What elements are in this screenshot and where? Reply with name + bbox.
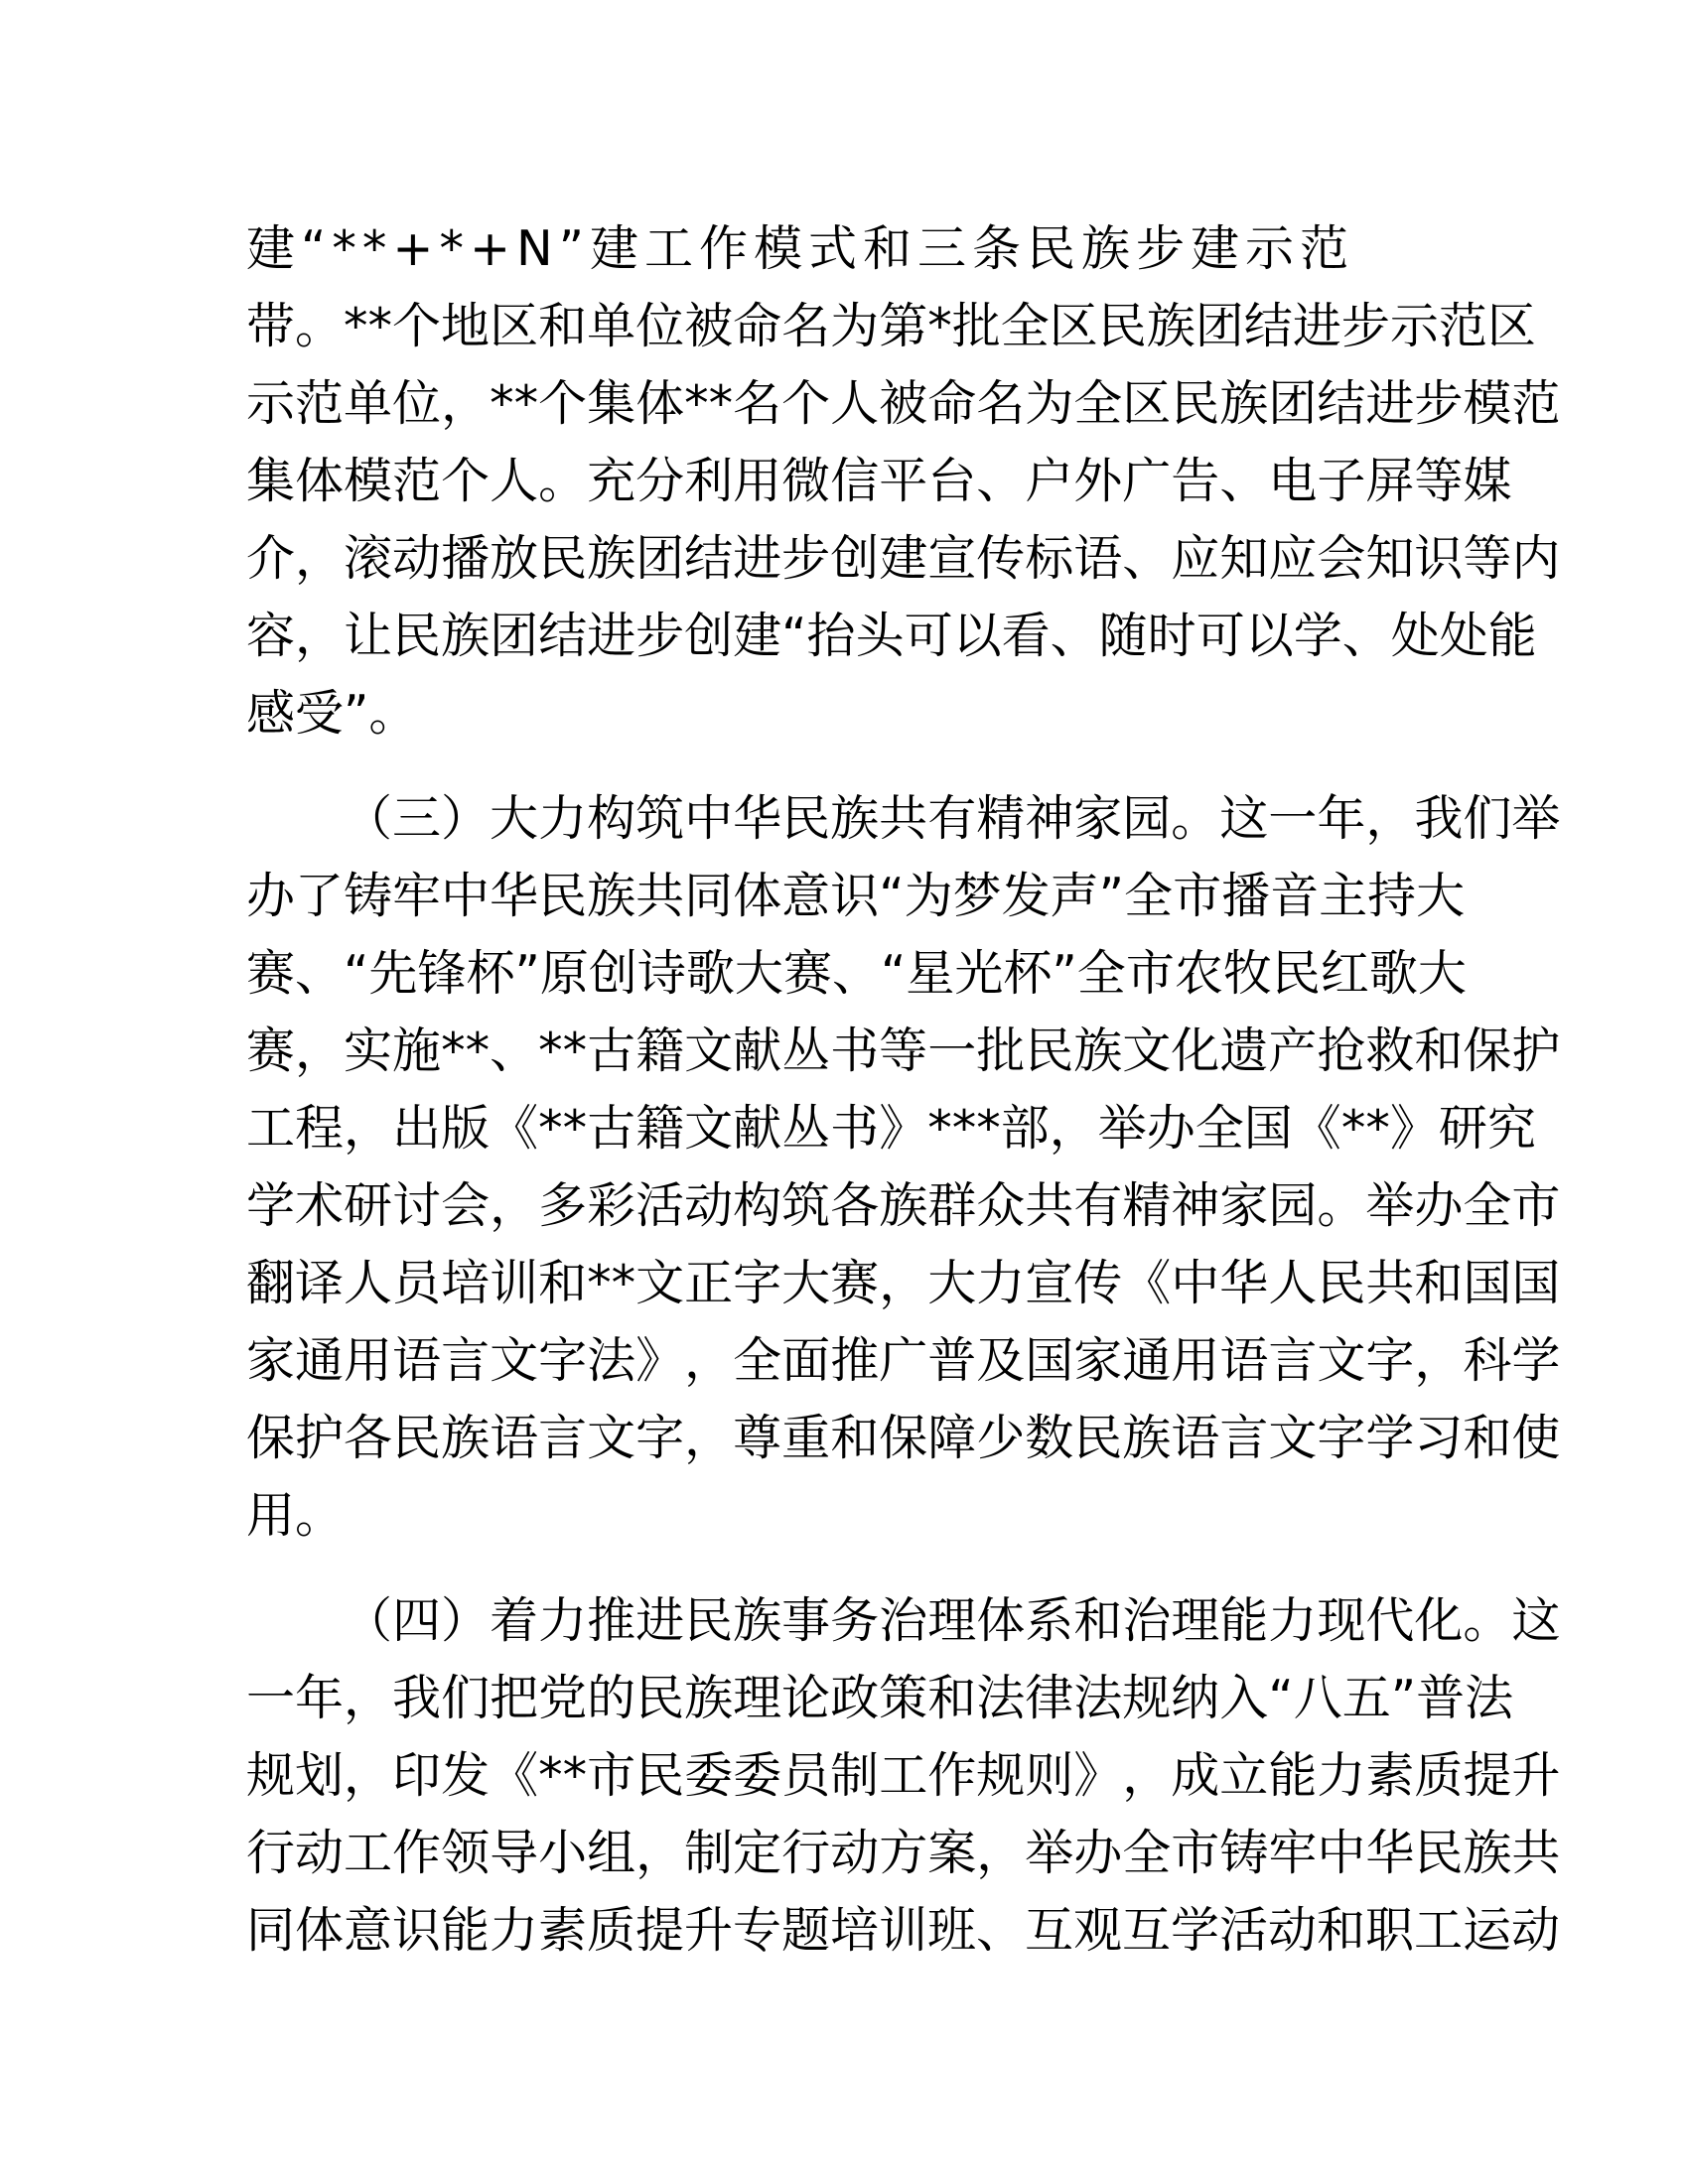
text-line: （ 四 ） 着 力 推 进 民 族 事 务 治 理 体 系 和 治 理 能 力 现 代 化 。 这 <box>344 1592 1561 1649</box>
body-text <box>246 210 1561 1970</box>
text-line: （ 三 ） 大 力 构 筑 中 华 民 族 共 有 精 神 家 园 。 这 一 年 ， 我 们 举 <box>344 790 1561 847</box>
text-line: 规 划 ， 印 发 《 * * 市 民 委 委 员 制 工 作 规 则 》 ， 成 立 能 力 素 质 提 升 <box>246 1747 1561 1804</box>
text-line: 一 年 ， 我 们 把 党 的 民 族 理 论 政 策 和 法 律 法 规 纳 入 “ 八 五 ” 普 法 <box>246 1670 1514 1726</box>
text-line: 集 体 模 范 个 人 。 充 分 利 用 微 信 平 台 、 户 外 广 告 、 电 子 屏 等 媒 <box>246 453 1512 509</box>
text-line: 带 。 * * 个 地 区 和 单 位 被 命 名 为 第 * 批 全 区 民 族 团 结 进 步 示 范 区 <box>246 298 1536 354</box>
paragraph <box>246 780 1561 1555</box>
text-line: 感受”。 <box>246 685 418 742</box>
text-line: 办 了 铸 牢 中 华 民 族 共 同 体 意 识 “ 为 梦 发 声 ” 全 市 播 音 主 持 大 <box>246 868 1466 924</box>
text-line: 家 通 用 语 言 文 字 法 》 ， 全 面 推 广 普 及 国 家 通 用 语 言 文 字 ， 科 学 <box>246 1332 1561 1389</box>
text-line: 赛 、 “ 先 锋 杯 ” 原 创 诗 歌 大 赛 、 “ 星 光 杯 ” 全 市 农 牧 民 红 歌 大 <box>246 945 1467 1002</box>
paragraph <box>246 210 1561 752</box>
text-line: 示 范 单 位 ， * * 个 集 体 * * 名 个 人 被 命 名 为 全 区 民 族 团 结 进 步 模 范 <box>246 375 1561 432</box>
text-line: 介 ， 滚 动 播 放 民 族 团 结 进 步 创 建 宣 传 标 语 、 应 知 应 会 知 识 等 内 <box>246 530 1561 587</box>
text-line: 工 程 ， 出 版 《 * * 古 籍 文 献 丛 书 》 * * * 部 ， 举 办 全 国 《 * * 》 研 究 <box>246 1100 1536 1157</box>
paragraph-gap <box>246 752 1438 780</box>
text-line: 建“**+*+N”建工作模式和三条民族步建示范 <box>246 220 1355 277</box>
text-line: 保 护 各 民 族 语 言 文 字 ， 尊 重 和 保 障 少 数 民 族 语 言 文 字 学 习 和 使 <box>246 1410 1561 1466</box>
text-line: 同体意识能力素质提升专题培训班、互观互学活动和职工运动 <box>246 1902 1561 1959</box>
text-line: 容 ， 让 民 族 团 结 进 步 创 建 “ 抬 头 可 以 看 、 随 时 可 以 学 、 处 处 能 <box>246 608 1537 664</box>
text-line: 学 术 研 讨 会 ， 多 彩 活 动 构 筑 各 族 群 众 共 有 精 神 家 园 。 举 办 全 市 <box>246 1177 1561 1234</box>
text-line: 翻 译 人 员 培 训 和 * * 文 正 字 大 赛 ， 大 力 宣 传 《 中 华 人 民 共 和 国 国 <box>246 1255 1561 1311</box>
text-line: 用。 <box>246 1487 345 1544</box>
text-line: 赛 ， 实 施 * * 、 * * 古 籍 文 献 丛 书 等 一 批 民 族 文 化 遗 产 抢 救 和 保 护 <box>246 1023 1561 1079</box>
paragraph-gap <box>246 1555 1438 1582</box>
text-line: 行 动 工 作 领 导 小 组 ， 制 定 行 动 方 案 ， 举 办 全 市 铸 牢 中 华 民 族 共 <box>246 1825 1561 1881</box>
paragraph <box>246 1582 1561 1970</box>
